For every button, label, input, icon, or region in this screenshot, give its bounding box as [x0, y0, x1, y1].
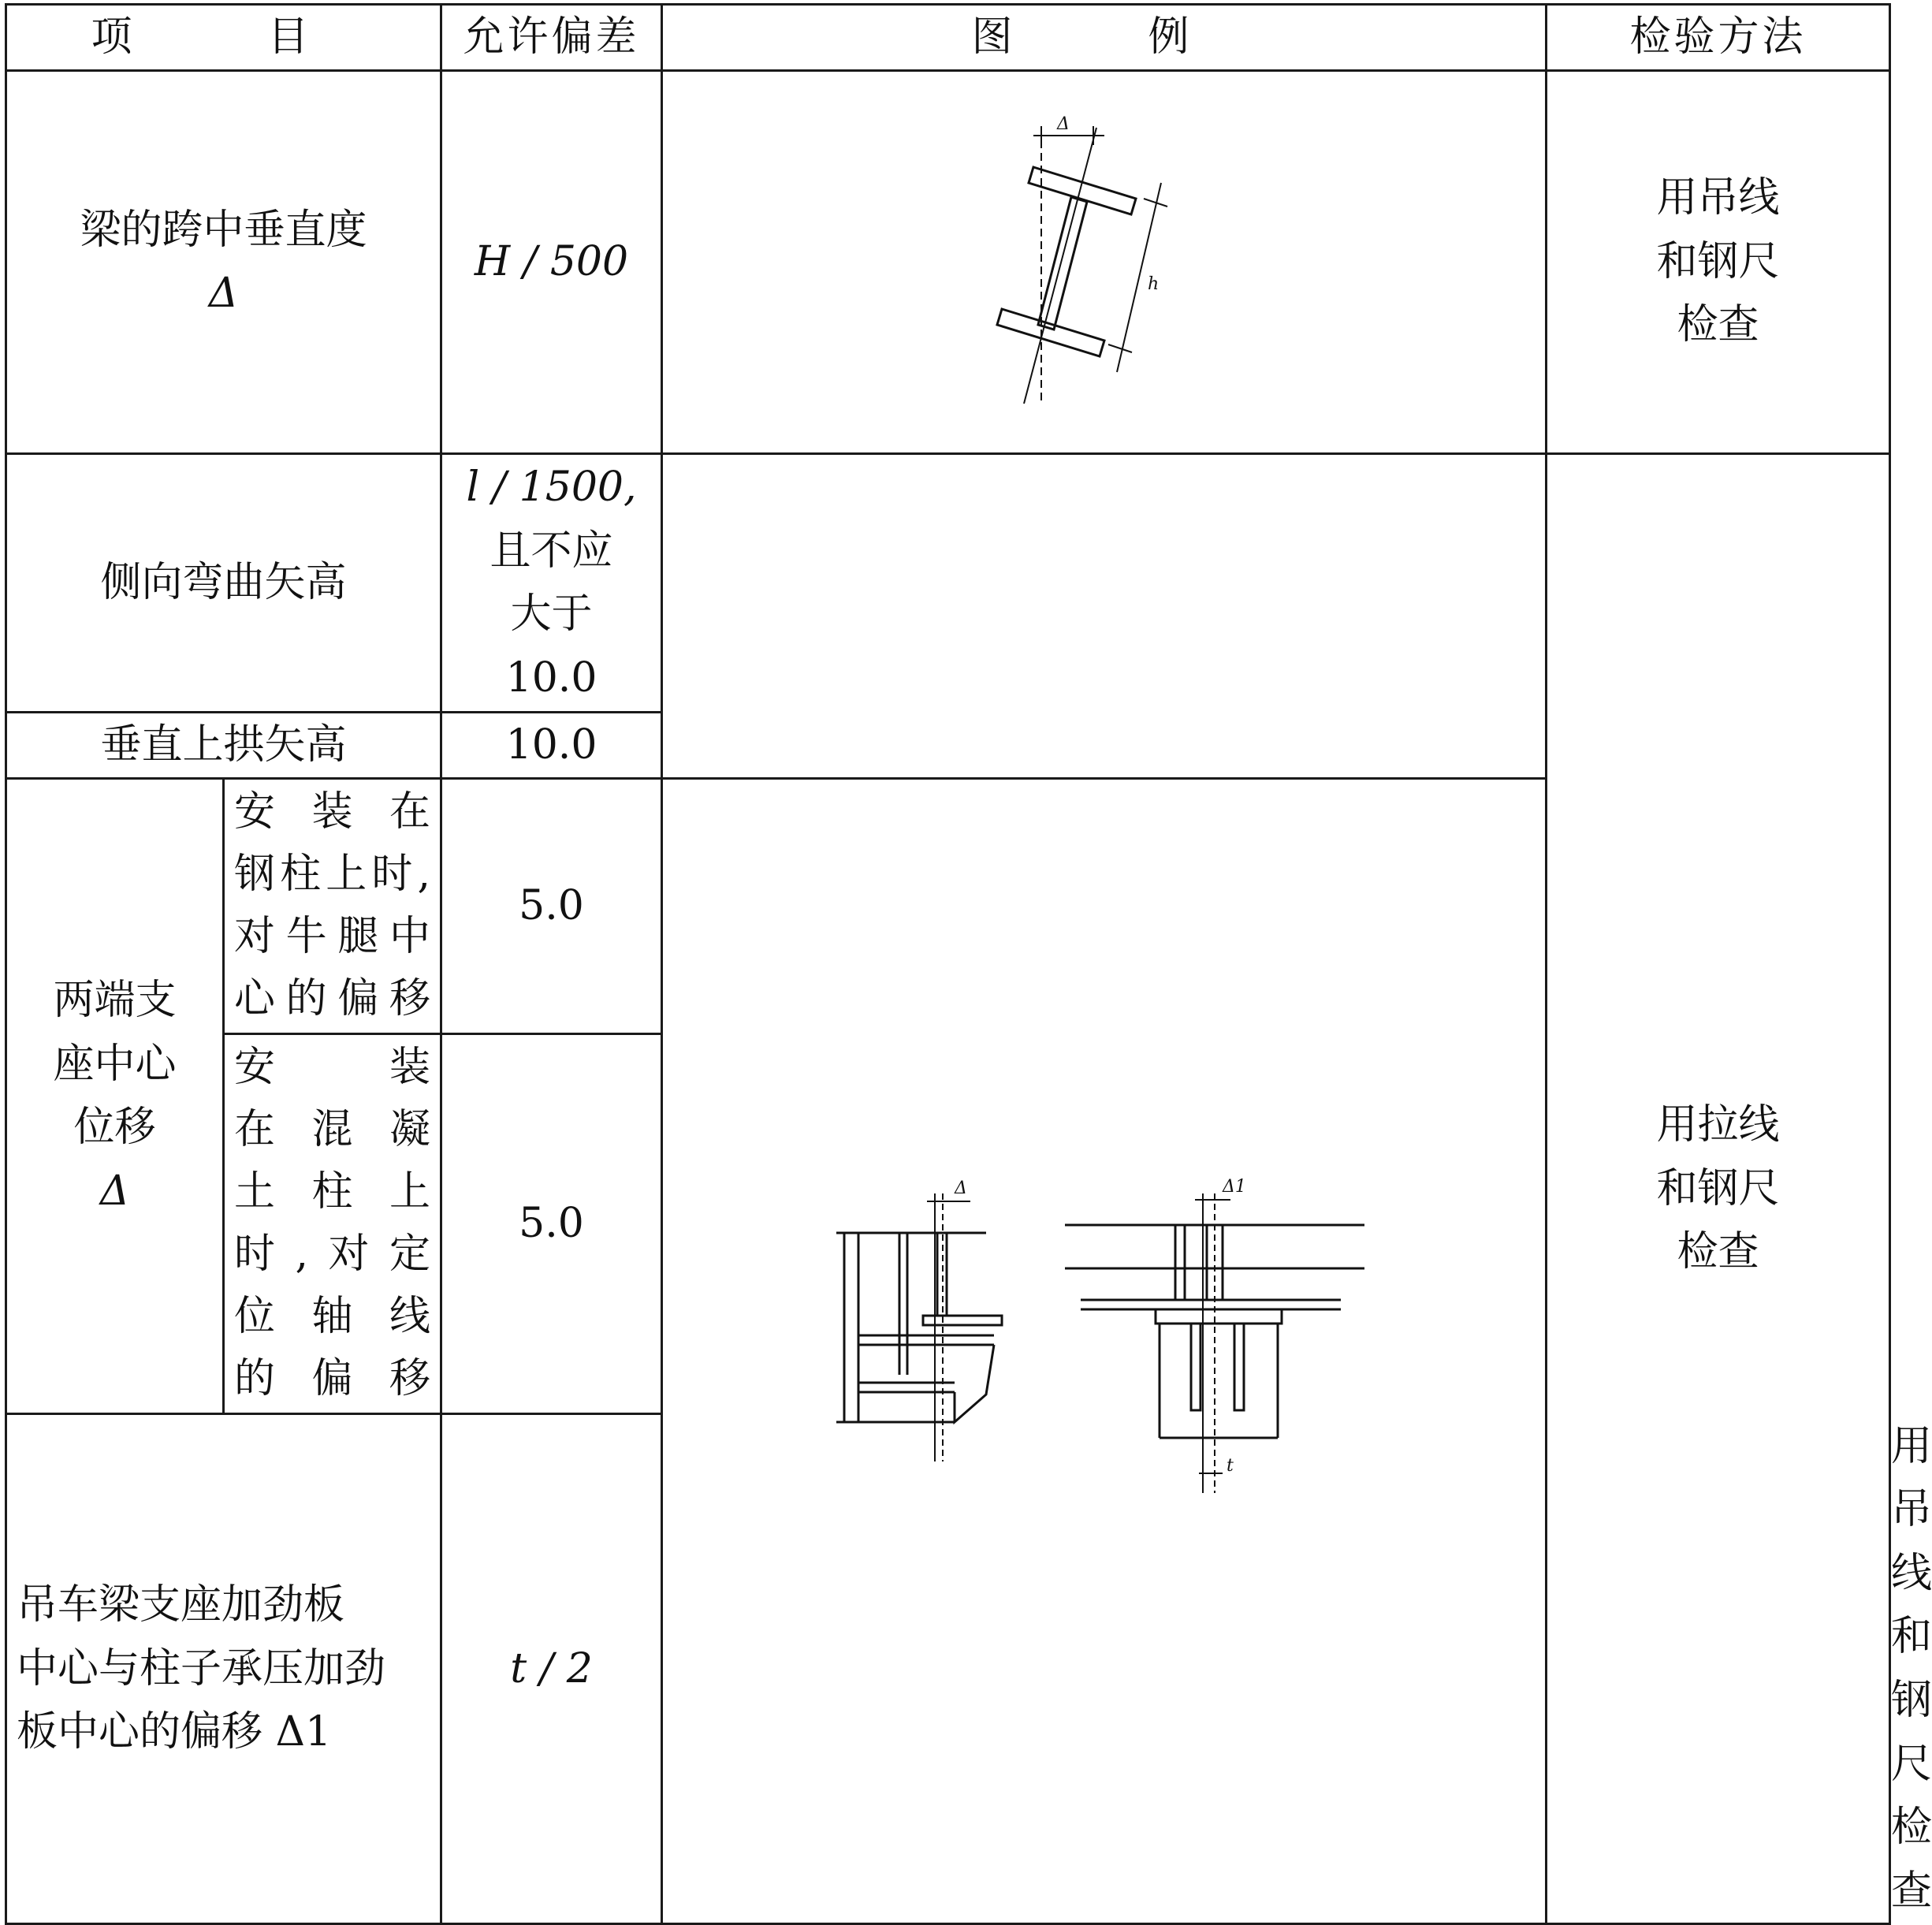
- item-on-concrete-column: [224, 1033, 441, 1413]
- tolerance-line: l / 1500,: [466, 463, 637, 511]
- tolerance-lateral-bending: [441, 453, 662, 712]
- item-stiffener-offset: [6, 1413, 441, 1924]
- support-detail-diagram: [828, 1162, 1380, 1540]
- sub-line: 对牛腿中: [234, 913, 431, 961]
- tolerance-steel-column: 5.0: [441, 778, 662, 1033]
- group-line: 位移: [73, 1104, 156, 1152]
- item-vertical-camber: 垂直上拱矢高: [6, 712, 441, 778]
- row-lateral-bending: [6, 453, 1890, 712]
- item-midspan-verticality: [6, 70, 441, 453]
- item-support-offset-group: [6, 778, 224, 1413]
- method-line: 用吊线: [1656, 174, 1780, 222]
- fig-delta1-label: Δ1: [1222, 1176, 1246, 1197]
- fig-t-label: t: [1226, 1455, 1234, 1476]
- tolerance-midspan: H / 500: [441, 70, 662, 453]
- figure-empty: [662, 453, 1547, 778]
- figure-tilted-i-beam: [662, 70, 1547, 453]
- group-line: 座中心: [53, 1040, 177, 1088]
- sub-line: 的偏移: [234, 1355, 431, 1403]
- sub-line: 时,对定: [234, 1231, 431, 1279]
- method-midspan: [1547, 70, 1890, 453]
- tilted-i-beam-diagram: [978, 104, 1230, 419]
- tolerance-vertical-camber: 10.0: [441, 712, 662, 778]
- sub-line: 心的偏移: [234, 975, 431, 1023]
- sub-line: 钢柱上时,: [234, 851, 431, 899]
- header-figure: 图 例: [662, 5, 1547, 71]
- item-line: 板中心的偏移 Δ1: [17, 1708, 332, 1756]
- row-midspan-verticality: [6, 70, 1890, 453]
- header-row: [6, 5, 1890, 71]
- tolerance-stiffener: t / 2: [441, 1413, 662, 1924]
- header-method: 检验方法: [1547, 5, 1890, 71]
- fig-delta-label: Δ: [1056, 114, 1070, 135]
- tolerance-table: [5, 3, 1932, 1925]
- group-symbol: Δ: [99, 1167, 130, 1215]
- method-pull-line: [1547, 453, 1890, 1924]
- tolerance-line: 10.0: [505, 653, 597, 702]
- sub-line: 位轴线: [234, 1293, 431, 1341]
- fig-h-label: h: [1147, 274, 1159, 295]
- figure-support-details: [662, 778, 1547, 1924]
- method-line: 检查: [1677, 301, 1759, 349]
- header-item: 项 目: [6, 5, 441, 71]
- tolerance-concrete-column: 5.0: [441, 1033, 662, 1413]
- item-symbol: Δ: [208, 270, 239, 318]
- group-line: 两端支: [53, 976, 177, 1024]
- sub-line: 在混凝: [234, 1106, 431, 1154]
- item-on-steel-column: [224, 778, 441, 1033]
- sub-line: 安装在: [234, 788, 431, 836]
- tolerance-line: 且不应: [490, 527, 613, 575]
- tolerance-line: 大于: [510, 590, 593, 639]
- method-line: 用拉线: [1656, 1101, 1780, 1149]
- item-line: 中心与柱子承压加劲: [17, 1644, 386, 1692]
- row-stiffener-offset: 吊车梁支座加劲板 中心与柱子承压加劲 板中心的偏移 Δ1 t / 2 用吊线 和钢尺 检查: [6, 1413, 1890, 1924]
- fig-delta-label: Δ: [954, 1178, 967, 1198]
- header-tolerance: 允许偏差: [441, 5, 662, 71]
- sub-line: 安 装: [234, 1044, 431, 1091]
- sub-line: 土柱上: [234, 1168, 431, 1216]
- method-line: 检查: [1677, 1228, 1759, 1276]
- item-line: 吊车梁支座加劲板: [17, 1581, 345, 1629]
- item-lateral-bending: 侧向弯曲矢高: [6, 453, 441, 712]
- method-line: 和钢尺: [1656, 1164, 1780, 1212]
- method-line: 和钢尺: [1656, 237, 1780, 285]
- item-label: 梁的跨中垂直度: [80, 206, 367, 254]
